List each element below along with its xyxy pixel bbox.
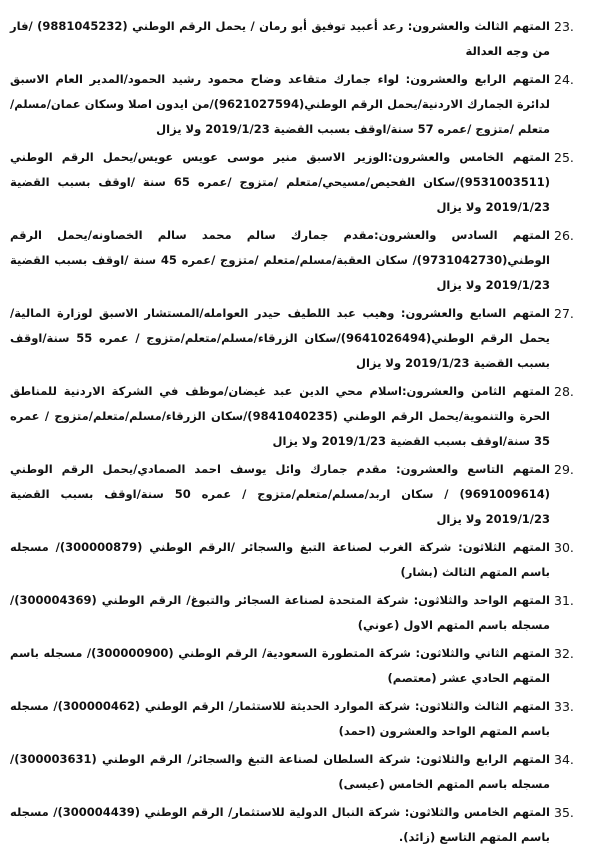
item-number: 32. — [554, 646, 574, 661]
list-item — [10, 641, 582, 691]
defendants-list — [10, 14, 582, 850]
item-number: 23. — [554, 19, 574, 34]
item-text: المتهم الرابع والعشرون: لواء جمارك متقاعد وضاح محمود رشيد الحمود/المدير العام الاسبق لدائرة الجمارك الاردنية/يحمل الرقم الوطني(9621027594)/من ايدون اصلا وسكان عمان/مسلم/متعلم /متزوج /عمره 57 سنة/اوقف بسبب القضية 2019/1/23 ولا يزال — [10, 72, 550, 136]
item-text: المتهم التاسع والعشرون: مقدم جمارك وائل يوسف احمد الصمادي/يحمل الرقم الوطني (9691009614) / سكان اربد/مسلم/متعلم/متزوج / عمره 50 سنة/اوقف بسبب القضية 2019/1/23 ولا يزال — [10, 462, 550, 526]
item-text: المتهم السابع والعشرون: وهيب عبد اللطيف حيدر العوامله/المستشار الاسبق لوزارة المالية/يحمل الرقم الوطني(9641026494)/سكان الزرقاء/مسلم/متعلم/متزوج / عمره 55 سنة/اوقف بسبب القضية 2019/1/23 ولا يزال — [10, 306, 550, 370]
item-text: المتهم الثاني والثلاثون: شركة المتطورة السعودية/ الرقم الوطني (300000900)/ مسجله باسم المتهم الحادي عشر (معتصم) — [10, 646, 550, 685]
item-text: المتهم الثالث والعشرون: رعد أعبيد توفيق أبو رمان / يحمل الرقم الوطني (9881045232) /فار من وجه العدالة — [10, 19, 550, 58]
list-item — [10, 301, 582, 376]
item-text: المتهم الواحد والثلاثون: شركة المتحدة لصناعة السجائر والتبوغ/ الرقم الوطني (300004369)/ مسجله باسم المتهم الاول (عوني) — [10, 593, 550, 632]
item-number: 33. — [554, 699, 574, 714]
list-item — [10, 800, 582, 850]
item-text: المتهم الخامس والثلاثون: شركة النبال الدولية للاستثمار/ الرقم الوطني (300004439)/ مسجله باسم المتهم التاسع (زائد). — [10, 805, 550, 844]
item-number: 24. — [554, 72, 574, 87]
item-text: المتهم الرابع والثلاثون: شركة السلطان لصناعة التبغ والسجائر/ الرقم الوطني (300003631)/ مسجله باسم المتهم الخامس (عيسى) — [10, 752, 550, 791]
item-number: 35. — [554, 805, 574, 820]
list-item — [10, 535, 582, 585]
list-item — [10, 588, 582, 638]
list-item — [10, 145, 582, 220]
list-item — [10, 379, 582, 454]
item-number: 26. — [554, 228, 574, 243]
item-number: 31. — [554, 593, 574, 608]
list-item — [10, 14, 582, 64]
item-number: 34. — [554, 752, 574, 767]
item-number: 25. — [554, 150, 574, 165]
item-number: 28. — [554, 384, 574, 399]
item-text: المتهم الخامس والعشرون:الوزير الاسبق منير موسى عويس عويس/يحمل الرقم الوطني (9531003511)/سكان الفحيص/مسيحي/متعلم /متزوج /عمره 65 سنة /اوقف بسبب القضية 2019/1/23 ولا يزال — [10, 150, 551, 214]
item-text: المتهم الثامن والعشرون:اسلام محي الدين عبد غيضان/موظف في الشركة الاردنية للمناطق الحرة والتنموية/يحمل الرقم الوطني (9841040235)/سكان الزرقاء/مسلم/متعلم/متزوج / عمره 35 سنة/اوقف بسبب القضية 2019/1/23 ولا يزال — [10, 384, 550, 448]
list-item — [10, 457, 582, 532]
list-item — [10, 694, 582, 744]
item-text: المتهم السادس والعشرون:مقدم جمارك سالم محمد سالم الخصاونه/يحمل الرقم الوطني(9731042730)/ سكان العقبة/مسلم/متعلم /متزوج /عمره 45 سنة /اوقف بسبب القضية 2019/1/23 ولا يزال — [10, 228, 550, 292]
item-text: المتهم الثالث والثلاثون: شركة الموارد الحديثة للاستثمار/ الرقم الوطني (300000462)/ مسجله باسم المتهم الواحد والعشرون (احمد) — [10, 699, 550, 738]
item-number: 30. — [554, 540, 574, 555]
item-number: 29. — [554, 462, 574, 477]
item-number: 27. — [554, 306, 574, 321]
item-text: المتهم الثلاثون: شركة الغرب لصناعة التبغ والسجائر /الرقم الوطني (300000879)/ مسجله باسم المتهم الثالث (بشار) — [10, 540, 550, 579]
list-item — [10, 223, 582, 298]
list-item — [10, 67, 582, 142]
